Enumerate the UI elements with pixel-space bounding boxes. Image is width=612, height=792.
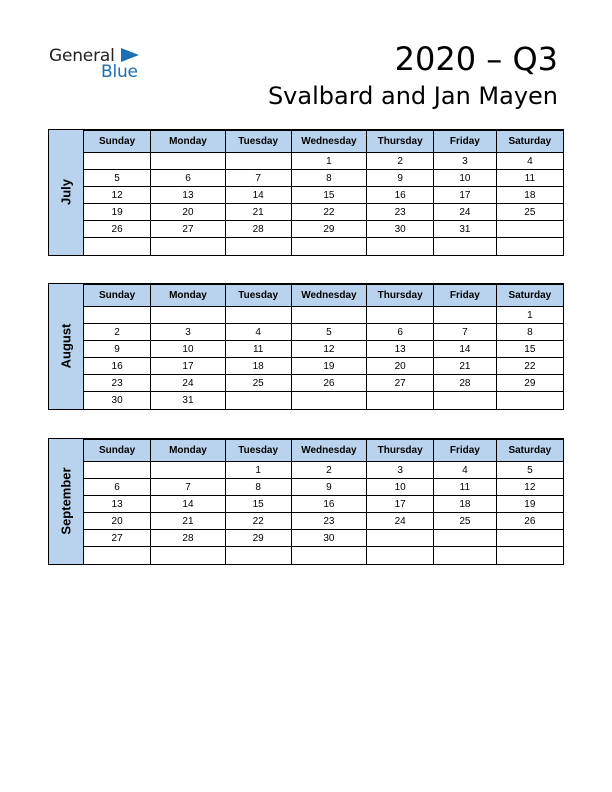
day-cell [84, 238, 151, 255]
day-cell [225, 153, 291, 170]
day-cell: 21 [434, 358, 497, 375]
day-cell: 26 [496, 513, 563, 530]
month-name: July [58, 179, 74, 206]
logo-general-text: General [49, 46, 115, 66]
day-cell [225, 547, 291, 564]
day-cell: 3 [151, 324, 226, 341]
day-cell: 21 [225, 204, 291, 221]
day-cell: 29 [225, 530, 291, 547]
day-cell: 23 [84, 375, 151, 392]
day-cell: 27 [151, 221, 226, 238]
day-cell: 28 [434, 375, 497, 392]
day-cell [367, 530, 434, 547]
day-cell: 28 [225, 221, 291, 238]
day-cell: 26 [84, 221, 151, 238]
day-cell [434, 238, 497, 255]
day-cell [496, 530, 563, 547]
day-cell: 27 [84, 530, 151, 547]
day-cell: 16 [291, 496, 367, 513]
month-calendar [48, 283, 564, 410]
day-cell: 18 [434, 496, 497, 513]
month-grid [84, 284, 563, 409]
week-row [84, 341, 563, 358]
day-cell: 22 [225, 513, 291, 530]
day-cell: 16 [367, 187, 434, 204]
day-cell: 30 [84, 392, 151, 409]
day-cell: 12 [496, 479, 563, 496]
day-cell: 24 [367, 513, 434, 530]
day-cell: 2 [84, 324, 151, 341]
day-cell [434, 547, 497, 564]
weekday-header-row [84, 440, 563, 462]
day-cell: 26 [291, 375, 367, 392]
day-cell: 1 [225, 462, 291, 479]
day-cell: 23 [367, 204, 434, 221]
day-cell: 30 [367, 221, 434, 238]
weekday-header-row [84, 285, 563, 307]
day-cell: 7 [151, 479, 226, 496]
day-cell [496, 547, 563, 564]
month-calendar [48, 129, 564, 256]
day-cell: 29 [496, 375, 563, 392]
day-cell: 31 [434, 221, 497, 238]
month-calendar [48, 438, 564, 565]
weekday-header: Sunday [84, 440, 151, 462]
day-cell: 21 [151, 513, 226, 530]
logo [49, 44, 149, 80]
weekday-header: Tuesday [225, 440, 291, 462]
day-cell: 2 [367, 153, 434, 170]
weekday-header: Sunday [84, 285, 151, 307]
weekday-header: Thursday [367, 285, 434, 307]
day-cell: 5 [84, 170, 151, 187]
day-cell: 22 [496, 358, 563, 375]
day-cell [84, 547, 151, 564]
week-row [84, 547, 563, 564]
day-cell: 12 [291, 341, 367, 358]
day-cell: 17 [367, 496, 434, 513]
day-cell: 19 [84, 204, 151, 221]
weekday-header: Wednesday [291, 440, 367, 462]
day-cell: 2 [291, 462, 367, 479]
day-cell [291, 238, 367, 255]
day-cell: 13 [367, 341, 434, 358]
day-cell: 10 [434, 170, 497, 187]
day-cell: 19 [496, 496, 563, 513]
weekday-header: Sunday [84, 131, 151, 153]
weekday-header: Thursday [367, 440, 434, 462]
weekday-header: Saturday [496, 285, 563, 307]
weekday-header-row [84, 131, 563, 153]
week-row [84, 496, 563, 513]
weekday-header: Monday [151, 440, 226, 462]
day-cell: 23 [291, 513, 367, 530]
month-name: September [58, 467, 74, 535]
day-cell: 18 [225, 358, 291, 375]
month-label [49, 439, 84, 564]
day-cell: 28 [151, 530, 226, 547]
day-cell [225, 307, 291, 324]
day-cell: 5 [291, 324, 367, 341]
month-name: August [58, 323, 74, 369]
week-row [84, 530, 563, 547]
day-cell: 14 [225, 187, 291, 204]
day-cell: 6 [367, 324, 434, 341]
day-cell: 27 [367, 375, 434, 392]
day-cell [367, 238, 434, 255]
day-cell: 10 [367, 479, 434, 496]
day-cell: 4 [225, 324, 291, 341]
weekday-header: Saturday [496, 440, 563, 462]
week-row [84, 153, 563, 170]
week-row [84, 479, 563, 496]
page-title: 2020 – Q3 [394, 40, 558, 78]
day-cell [151, 153, 226, 170]
day-cell [434, 307, 497, 324]
day-cell: 8 [496, 324, 563, 341]
week-row [84, 204, 563, 221]
day-cell [151, 238, 226, 255]
day-cell: 8 [225, 479, 291, 496]
day-cell: 7 [225, 170, 291, 187]
week-row [84, 238, 563, 255]
day-cell: 18 [496, 187, 563, 204]
day-cell: 19 [291, 358, 367, 375]
logo-blue-text: Blue [101, 62, 138, 82]
day-cell [434, 530, 497, 547]
day-cell [367, 307, 434, 324]
day-cell: 15 [291, 187, 367, 204]
weekday-header: Friday [434, 285, 497, 307]
weekday-header: Tuesday [225, 285, 291, 307]
day-cell: 11 [496, 170, 563, 187]
day-cell: 17 [151, 358, 226, 375]
day-cell: 3 [367, 462, 434, 479]
day-cell [434, 392, 497, 409]
day-cell: 25 [225, 375, 291, 392]
day-cell: 24 [151, 375, 226, 392]
day-cell: 3 [434, 153, 497, 170]
day-cell [291, 547, 367, 564]
weekday-header: Wednesday [291, 285, 367, 307]
day-cell [496, 221, 563, 238]
day-cell [84, 153, 151, 170]
day-cell: 5 [496, 462, 563, 479]
week-row [84, 462, 563, 479]
week-row [84, 170, 563, 187]
weekday-header: Friday [434, 131, 497, 153]
day-cell [367, 547, 434, 564]
week-row [84, 221, 563, 238]
day-cell [225, 238, 291, 255]
day-cell: 20 [151, 204, 226, 221]
weekday-header: Tuesday [225, 131, 291, 153]
day-cell: 13 [151, 187, 226, 204]
page-subtitle: Svalbard and Jan Mayen [267, 82, 558, 110]
day-cell: 20 [367, 358, 434, 375]
day-cell [151, 547, 226, 564]
day-cell [496, 238, 563, 255]
week-row [84, 375, 563, 392]
weekday-header: Monday [151, 285, 226, 307]
day-cell: 22 [291, 204, 367, 221]
logo-flag-icon [121, 48, 139, 62]
day-cell: 6 [151, 170, 226, 187]
weekday-header: Saturday [496, 131, 563, 153]
day-cell: 30 [291, 530, 367, 547]
week-row [84, 187, 563, 204]
day-cell [84, 307, 151, 324]
day-cell [225, 392, 291, 409]
week-row [84, 392, 563, 409]
day-cell [84, 462, 151, 479]
day-cell: 25 [496, 204, 563, 221]
week-row [84, 358, 563, 375]
day-cell: 24 [434, 204, 497, 221]
day-cell: 6 [84, 479, 151, 496]
day-cell: 8 [291, 170, 367, 187]
day-cell: 9 [291, 479, 367, 496]
day-cell: 9 [84, 341, 151, 358]
weekday-header: Friday [434, 440, 497, 462]
week-row [84, 307, 563, 324]
day-cell: 13 [84, 496, 151, 513]
day-cell: 17 [434, 187, 497, 204]
day-cell [291, 392, 367, 409]
day-cell: 1 [291, 153, 367, 170]
day-cell [151, 462, 226, 479]
day-cell: 15 [496, 341, 563, 358]
day-cell: 1 [496, 307, 563, 324]
day-cell: 11 [225, 341, 291, 358]
day-cell: 10 [151, 341, 226, 358]
day-cell: 4 [434, 462, 497, 479]
month-grid [84, 439, 563, 564]
day-cell: 15 [225, 496, 291, 513]
day-cell [291, 307, 367, 324]
month-label [49, 130, 84, 255]
day-cell [496, 392, 563, 409]
day-cell: 25 [434, 513, 497, 530]
day-cell: 20 [84, 513, 151, 530]
day-cell: 11 [434, 479, 497, 496]
month-grid [84, 130, 563, 255]
day-cell [367, 392, 434, 409]
day-cell: 12 [84, 187, 151, 204]
day-cell: 31 [151, 392, 226, 409]
day-cell [151, 307, 226, 324]
day-cell: 14 [434, 341, 497, 358]
week-row [84, 324, 563, 341]
month-label [49, 284, 84, 409]
day-cell: 16 [84, 358, 151, 375]
day-cell: 4 [496, 153, 563, 170]
weekday-header: Monday [151, 131, 226, 153]
day-cell: 14 [151, 496, 226, 513]
weekday-header: Thursday [367, 131, 434, 153]
day-cell: 29 [291, 221, 367, 238]
week-row [84, 513, 563, 530]
weekday-header: Wednesday [291, 131, 367, 153]
day-cell: 9 [367, 170, 434, 187]
day-cell: 7 [434, 324, 497, 341]
